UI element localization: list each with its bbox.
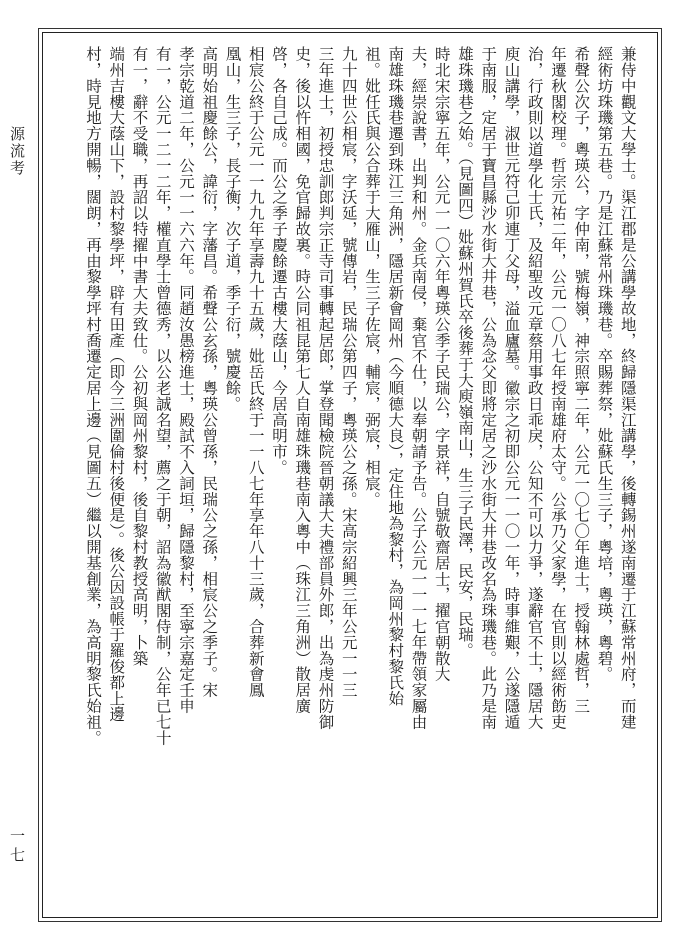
text-column: 雄珠璣巷之始。（見圖四）妣蘇州賀氏卒後葬于大庾嶺南山，生三子民澤，民安，民瑞。: [456, 46, 474, 659]
text-column: 相宸公終于公元一一九九年享壽九十五歲，妣岳氏終于一一八七年享年八十三歲，合葬新會鳳: [246, 46, 265, 698]
running-title: 源流考: [8, 126, 26, 177]
text-column: 有一，公元一二一二年，權直學士曾德秀，以公老誠名望，薦之于朝，詔為徽猷閣侍制，公年已七十: [153, 46, 172, 746]
text-column: 村，時見地方開暢，闊朗，再由黎學坪村喬遷定居上邊（見圖五）繼以開基創業，為高明黎氏始祖。: [84, 46, 102, 746]
text-column: 兼侍中觀文大學士。渠江郡是公講學故地，終歸隱渠江講學，後轉錫州遂南遷于江蘇常州府，而建: [618, 46, 637, 730]
text-column: 凰山，生三子，長子衡，次子道，季子衍，號慶餘。: [223, 46, 242, 412]
text-column: 高明始祖慶餘公，諱衍，字藩昌。希聲公玄孫，粵瑛公曾孫，民瑞公之孫，相宸公之季子。宋: [200, 46, 219, 698]
text-column: 啓，各自己成。而公之季子慶餘遷古樓大蔭山，今居高明市。: [270, 46, 288, 476]
text-column: 年遷秋閣校理。哲宗元祐二年，公元一〇八七年授南雄府太守。公承乃父家學，在官則以經術飭吏: [549, 46, 567, 730]
text-column: 庾山講學，淑世元符己卯連丁父母，溢血廬墓。徽宗之初即公元一一〇一年，時事維艱，公遂隱遁: [502, 46, 521, 730]
text-column: 孝宗乾道二年，公元一一六六年。同趙汝愚榜進士，殿試不入詞垣，歸隱黎村，至寧宗嘉定壬申: [177, 46, 195, 714]
text-column: 南雄珠璣巷遷到珠江三角洲，隱居新會岡州（今順德大良），定住地為黎村，為岡州黎村黎氏始: [386, 46, 405, 707]
page-number: 一七: [8, 828, 26, 866]
text-column: 于南服，定居于寶昌縣沙水街大井巷，公為念父即將定居之沙水街大井巷改名為珠璣巷。此乃是南: [479, 46, 498, 730]
text-column: 史，後以忤相國，免官歸故裏。時公同祖昆第七人自南雄珠璣巷南入粵中（珠江三角洲）散居廣: [293, 46, 312, 714]
text-body: [82, 46, 638, 912]
text-column: 時北宋宗寧五年，公元一一〇六年粵瑛公季子民瑞公，字景祥，自號敬齋居士，擢官朝散大: [432, 46, 451, 682]
text-column: 治，行政則以道學化士氏，及紹聖改元章蔡用事政日乖戾，公知不可以力爭，遂辭官不士，隱居大: [525, 46, 544, 730]
text-column: 經術坊珠璣第五巷。乃是江蘇常州珠璣巷。卒賜葬祭，妣蘇氏生三子，粵培，粵瑛，粵碧。: [595, 46, 614, 682]
text-column: 九十四世公相宸，字沃延，號傳岩，民瑞公第四子，粵瑛公之孫。宋高宗紹興三年公元一一三: [339, 46, 358, 698]
text-column: 夫，經崇說書，出判和州。金兵南侵，棄官不仕，以奉朝請予告。公子公元一一一七年帶領家屬由: [409, 46, 428, 730]
text-column: 祖。妣任氏與公合葬于大雁山，生三子佐宸，輔宸，弼宸，相宸。: [363, 46, 381, 508]
text-column: 端州吉樓大蔭山下，設村黎學坪，辟有田產（即今三洲圍倫村後便是）。後公因設帳于羅俊都上邊: [107, 46, 126, 722]
text-column: 有一，辭不受職，再詔以特擢中書大夫致仕。公初與岡州黎村，後自黎村教授高明，卜築: [130, 46, 149, 667]
text-column: 三年進士，初授忠訓郎判宗正寺司事轉起居郎，掌登聞檢院晉朝議大夫禮部員外郎，出為虔州防御: [316, 46, 335, 730]
text-column: 希聲公次子，粵瑛公，字仲南，號梅嶺，神宗照寧二年，公元一〇七〇年進士，授翰林處哲，三: [572, 46, 591, 714]
